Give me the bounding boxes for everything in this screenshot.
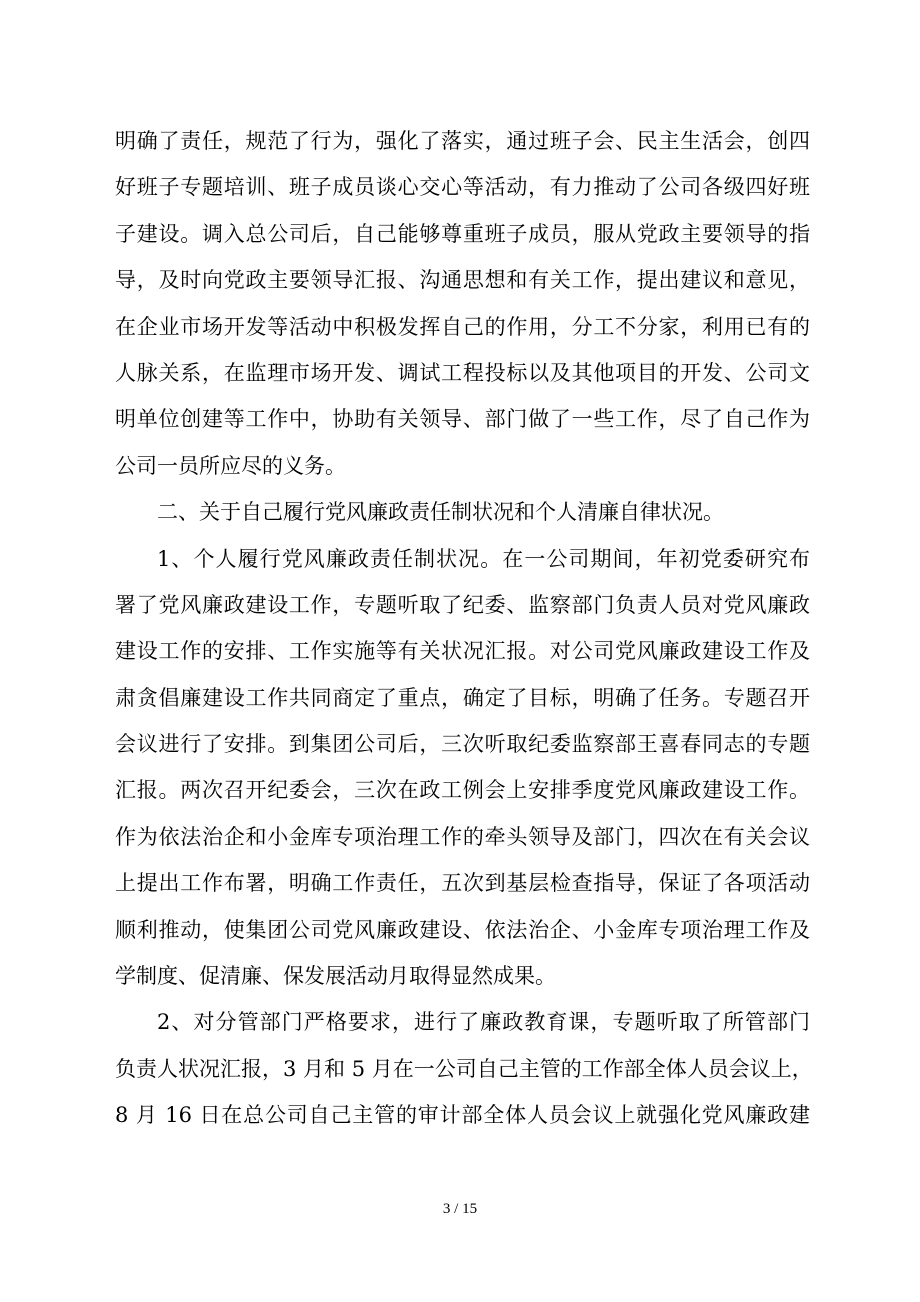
text-line: 公司一员所应尽的义务。	[115, 453, 346, 478]
text-line: 会议进行了安排。到集团公司后，三次听取纪委监察部王喜春同志的专题	[115, 732, 810, 757]
text-line: 1、个人履行党风廉政责任制状况。在一公司期间，年初党委研究布	[157, 546, 810, 571]
text-line: 在企业市场开发等活动中积极发挥自己的作用，分工不分家，利用已有的	[115, 314, 810, 339]
text-line: 上提出工作布署，明确工作责任，五次到基层检查指导，保证了各项活动	[115, 871, 810, 896]
text-line: 负责人状况汇报，3 月和 5 月在一公司自己主管的工作部全体人员会议上，	[115, 1056, 813, 1081]
text-line: 汇报。两次召开纪委会，三次在政工例会上安排季度党风廉政建设工作。	[115, 778, 810, 803]
text-line: 子建设。调入总公司后，自己能够尊重班子成员，服从党政主要领导的指	[115, 221, 810, 246]
text-line: 2、对分管部门严格要求，进行了廉政教育课，专题听取了所管部门	[157, 1010, 810, 1035]
text-line: 肃贪倡廉建设工作共同商定了重点，确定了目标，明确了任务。专题召开	[115, 685, 810, 710]
text-line: 署了党风廉政建设工作，专题听取了纪委、监察部门负责人员对党风廉政	[115, 592, 810, 617]
text-line: 好班子专题培训、班子成员谈心交心等活动，有力推动了公司各级四好班	[115, 175, 810, 200]
text-line: 顺利推动，使集团公司党风廉政建设、依法治企、小金库专项治理工作及	[115, 917, 810, 942]
page-number: 3 / 15	[442, 1201, 478, 1217]
text-line: 作为依法治企和小金库专项治理工作的牵头领导及部门，四次在有关会议	[115, 824, 810, 849]
text-line: 8 月 16 日在总公司自己主管的审计部全体人员会议上就强化党风廉政建	[115, 1103, 810, 1128]
text-line: 建设工作的安排、工作实施等有关状况汇报。对公司党风廉政建设工作及	[115, 639, 810, 664]
section-heading: 二、关于自己履行党风廉政责任制状况和个人清廉自律状况。	[157, 500, 724, 525]
text-line: 明确了责任，规范了行为，强化了落实，通过班子会、民主生活会，创四	[115, 129, 810, 153]
document-body	[115, 118, 813, 1139]
text-line: 导，及时向党政主要领导汇报、沟通思想和有关工作，提出建议和意见，	[115, 268, 810, 293]
text-line: 人脉关系，在监理市场开发、调试工程投标以及其他项目的开发、公司文	[115, 360, 810, 385]
text-line: 学制度、促清廉、保发展活动月取得显然成果。	[115, 964, 556, 989]
text-line: 明单位创建等工作中，协助有关领导、部门做了一些工作，尽了自己作为	[115, 407, 810, 432]
